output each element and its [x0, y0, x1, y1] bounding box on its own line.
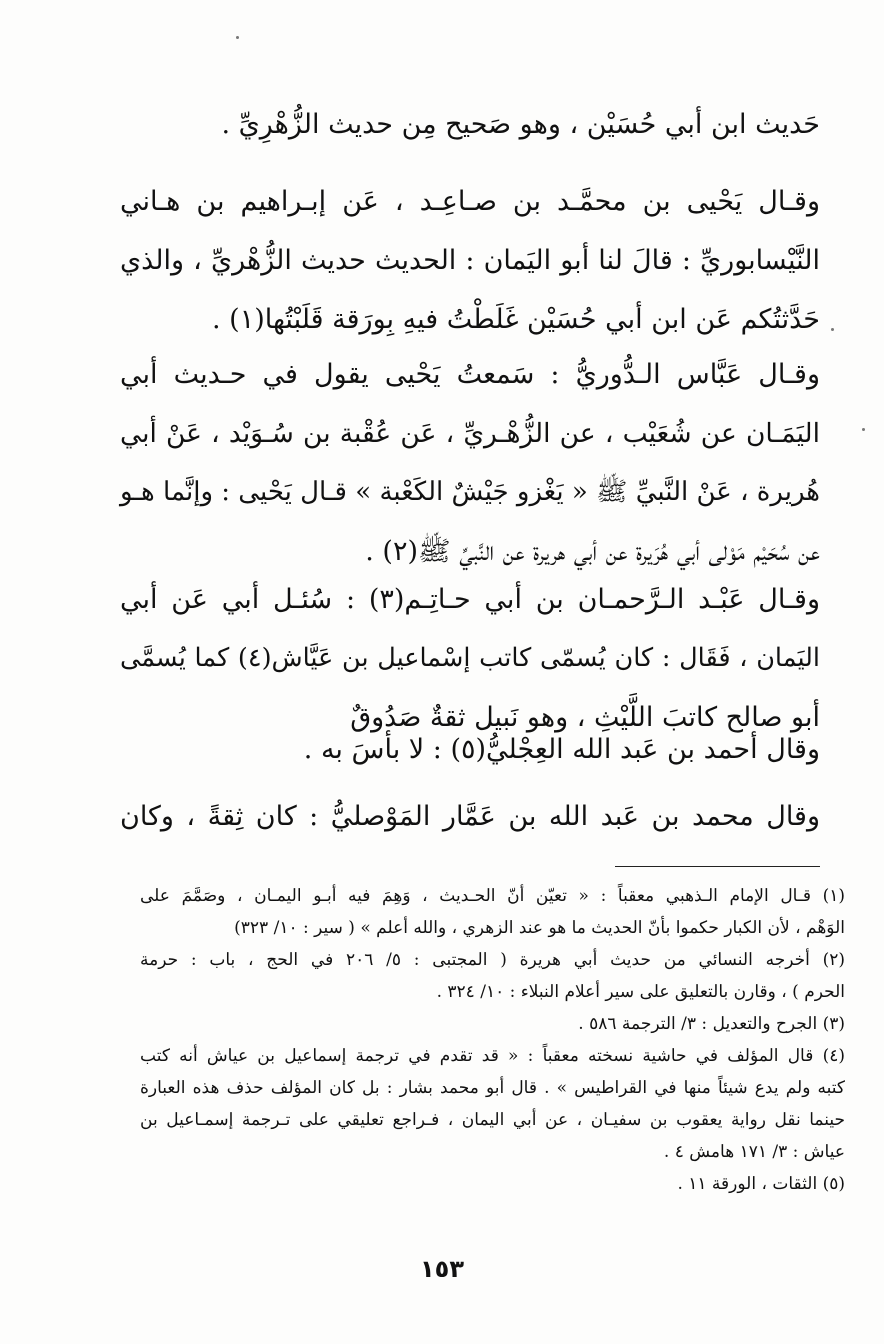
footnote-line: حينما نقل رواية يعقوب بن سفيـان ، عن أبي اليمان ، فـراجع تعليقي على تـرجمة إسمـاعيل بن	[140, 1110, 845, 1130]
text-line: حَدَّثتُكم عَن ابن أبي حُسَيْن غَلَطْتُ فيهِ بِورَقة قَلَبْتُها(١) .	[212, 304, 820, 335]
page-number: ١٥٣	[420, 1255, 464, 1283]
paragraph-6	[120, 787, 820, 846]
paragraph-1	[120, 95, 820, 154]
footnote-line: الحرم ) ، وقارن بالتعليق على سير أعلام النبلاء : ١٠/ ٣٢٤ .	[436, 982, 845, 1002]
footnote-line: عياش : ٣/ ١٧١ هامش ٤ .	[663, 1142, 845, 1162]
text-line: وقال أحمد بن عَبد الله العِجْليُّ(٥) : لا بأسَ به .	[303, 734, 820, 765]
footnote-line: (١) قـال الإمام الـذهبي معقباً : « تعيّن أنّ الحـديث ، وَهِمَ فيه أبـو اليمـان ، وصَمَّمَ على	[140, 886, 845, 906]
paragraph-2	[120, 172, 820, 349]
footnotes	[140, 880, 845, 1200]
text-line: حَديث ابن أبي حُسَيْن ، وهو صَحيح مِن حديث الزُّهْرِيِّ .	[221, 109, 820, 140]
footnote-line: الوَهْم ، لأن الكبار حكموا بأنّ الحديث ما هو عند الزهري ، والله أعلم » ( سير : ١٠/ ٣٢٣)	[234, 918, 845, 938]
footnote-line: (٣) الجرح والتعديل : ٣/ الترجمة ٥٨٦ .	[578, 1014, 845, 1034]
footnote-5	[140, 1168, 845, 1200]
scan-speck	[862, 428, 865, 431]
scan-speck	[831, 328, 834, 331]
text-line: النَّيْسابوريِّ : قالَ لنا أبو اليَمان : الحديث حديث الزُّهْريِّ ، والذي	[120, 245, 820, 276]
footnote-line: (٥) الثقات ، الورقة ١١ .	[677, 1174, 845, 1194]
text-line: اليَمان ، فَقَال : كان يُسمّى كاتب إسْماعيل بن عَيَّاش(٤) كما يُسمَّى	[120, 643, 820, 673]
footnote-line: (٢) أخرجه النسائي من حديث أبي هريرة ( المجتبى : ٥/ ٢٠٦ في الحج ، باب : حرمة	[140, 950, 845, 970]
text-line: وقال محمد بن عَبد الله بن عَمَّار المَوْصليُّ : كان ثِقةً ، وكان	[120, 801, 820, 832]
scan-speck	[236, 36, 239, 39]
footnote-1	[140, 880, 845, 944]
footnote-2	[140, 944, 845, 1008]
footnote-4	[140, 1040, 845, 1168]
paragraph-5	[120, 720, 820, 779]
text-line: عن سُحَيْم مَوْلى أبي هُرَيرة عن أبي هريرة عن النَّبيِّ ﷺ(٢) .	[365, 536, 820, 567]
footnote-3	[140, 1008, 845, 1040]
footnote-line: كتبه ولم يدع شيئاً منها في القراطيس » . قال أبو محمد بشار : بل كان المؤلف حذف هذه العبارة	[140, 1078, 845, 1098]
text-line: وقـال عَبَّاس الـدُّوريُّ : سَمعتُ يَحْيى يقول في حـديث أبي	[120, 359, 820, 390]
text-line: أبو صالح كاتبَ اللَّيْثِ ، وهو نَبيل ثقةٌ صَدُوقٌ	[350, 702, 820, 733]
text-line: هُريرة ، عَنْ النَّبيِّ ﷺ « يَغْزو جَيْشٌ الكَعْبة » قـال يَحْيى : وإنَّما هـو	[120, 477, 820, 507]
text-line: وقـال يَحْيى بن محمَّـد بن صـاعِـد ، عَن إبـراهيم بن هـاني	[120, 186, 820, 217]
footnote-separator	[615, 866, 820, 867]
text-line: وقـال عَبْـد الـرَّحمـان بن أبي حـاتِـم(٣) : سُئـل أبي عَن أبي	[120, 584, 820, 615]
paragraph-3	[120, 345, 820, 581]
footnote-line: (٤) قال المؤلف في حاشية نسخته معقباً : « قد تقدم في ترجمة إسماعيل بن عياش أنه كتب	[140, 1046, 845, 1066]
text-line: اليَمَـان عن شُعَيْب ، عن الزُّهْـريِّ ، عَن عُقْبة بن سُـوَيْد ، عَنْ أبي	[120, 418, 820, 449]
